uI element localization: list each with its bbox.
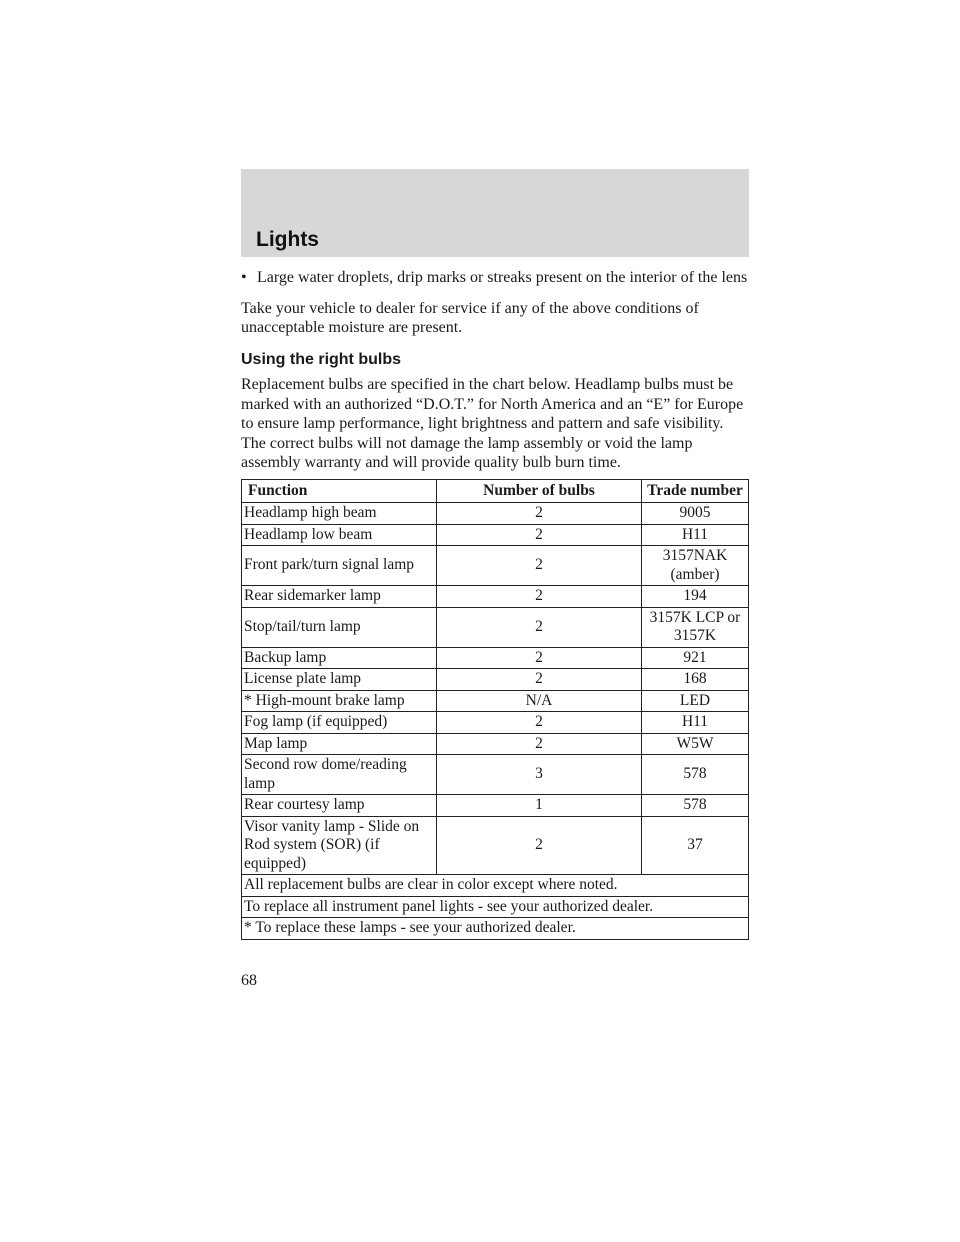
function-cell: Second row dome/reading lamp bbox=[242, 755, 437, 795]
bullet-item bbox=[241, 268, 749, 288]
trade-cell: 168 bbox=[642, 669, 749, 691]
function-cell: Rear courtesy lamp bbox=[242, 795, 437, 817]
table-row bbox=[242, 816, 749, 875]
function-cell: * High-mount brake lamp bbox=[242, 690, 437, 712]
number-cell: 3 bbox=[437, 755, 642, 795]
number-cell: 2 bbox=[437, 647, 642, 669]
table-body bbox=[242, 503, 749, 940]
function-cell: Visor vanity lamp - Slide on Rod system (SOR) (if equipped) bbox=[242, 816, 437, 875]
section-title: Lights bbox=[256, 228, 319, 251]
bullet-dot-icon: • bbox=[241, 269, 247, 286]
table-row bbox=[242, 647, 749, 669]
trade-cell: 3157NAK (amber) bbox=[642, 546, 749, 586]
number-cell: 2 bbox=[437, 586, 642, 608]
trade-cell: 3157K LCP or 3157K bbox=[642, 607, 749, 647]
trade-cell: 9005 bbox=[642, 503, 749, 525]
bullet-text: Large water droplets, drip marks or streaks present on the interior of the lens bbox=[257, 269, 748, 286]
number-cell: 2 bbox=[437, 712, 642, 734]
function-cell: Front park/turn signal lamp bbox=[242, 546, 437, 586]
trade-cell: H11 bbox=[642, 524, 749, 546]
column-header-function: Function bbox=[242, 479, 437, 503]
trade-cell: LED bbox=[642, 690, 749, 712]
trade-cell: 921 bbox=[642, 647, 749, 669]
table-note: To replace all instrument panel lights - see your authorized dealer. bbox=[242, 896, 749, 918]
function-cell: Map lamp bbox=[242, 733, 437, 755]
column-header-number: Number of bulbs bbox=[437, 479, 642, 503]
table-row bbox=[242, 755, 749, 795]
number-cell: 2 bbox=[437, 816, 642, 875]
table-row bbox=[242, 607, 749, 647]
subheading: Using the right bulbs bbox=[241, 350, 401, 368]
number-cell: 2 bbox=[437, 669, 642, 691]
number-cell: 1 bbox=[437, 795, 642, 817]
number-cell: N/A bbox=[437, 690, 642, 712]
trade-cell: H11 bbox=[642, 712, 749, 734]
table-note-row bbox=[242, 896, 749, 918]
page-content bbox=[241, 268, 749, 940]
table-row bbox=[242, 546, 749, 586]
table-note-row bbox=[242, 875, 749, 897]
trade-cell: W5W bbox=[642, 733, 749, 755]
table-row bbox=[242, 795, 749, 817]
table-row bbox=[242, 690, 749, 712]
trade-cell: 194 bbox=[642, 586, 749, 608]
table-row bbox=[242, 733, 749, 755]
table-row bbox=[242, 524, 749, 546]
bulb-table bbox=[241, 479, 749, 940]
trade-cell: 37 bbox=[642, 816, 749, 875]
page-number: 68 bbox=[241, 972, 257, 989]
trade-cell: 578 bbox=[642, 755, 749, 795]
number-cell: 2 bbox=[437, 546, 642, 586]
table-note-row bbox=[242, 918, 749, 940]
number-cell: 2 bbox=[437, 733, 642, 755]
column-header-trade: Trade number bbox=[642, 479, 749, 503]
function-cell: Headlamp high beam bbox=[242, 503, 437, 525]
number-cell: 2 bbox=[437, 607, 642, 647]
function-cell: Rear sidemarker lamp bbox=[242, 586, 437, 608]
function-cell: License plate lamp bbox=[242, 669, 437, 691]
table-row bbox=[242, 586, 749, 608]
number-cell: 2 bbox=[437, 524, 642, 546]
function-cell: Fog lamp (if equipped) bbox=[242, 712, 437, 734]
table-row bbox=[242, 712, 749, 734]
number-cell: 2 bbox=[437, 503, 642, 525]
function-cell: Stop/tail/turn lamp bbox=[242, 607, 437, 647]
trade-cell: 578 bbox=[642, 795, 749, 817]
function-cell: Backup lamp bbox=[242, 647, 437, 669]
table-row bbox=[242, 503, 749, 525]
function-cell: Headlamp low beam bbox=[242, 524, 437, 546]
table-note: * To replace these lamps - see your authorized dealer. bbox=[242, 918, 749, 940]
moisture-paragraph: Take your vehicle to dealer for service if any of the above conditions of unacceptable moisture are present. bbox=[241, 299, 699, 336]
table-row bbox=[242, 669, 749, 691]
table-header-row bbox=[242, 479, 749, 503]
bulbs-paragraph: Replacement bulbs are specified in the chart below. Headlamp bulbs must be marked with an authorized “D.O.T.” for North America and an “E” for Europe to ensure lamp performance, light brightness and pattern and safe visibility. The correct bulbs will not damage the lamp assembly or void the lamp assembly warranty and will provide quality bulb burn time. bbox=[241, 376, 744, 471]
table-note: All replacement bulbs are clear in color except where noted. bbox=[242, 875, 749, 897]
